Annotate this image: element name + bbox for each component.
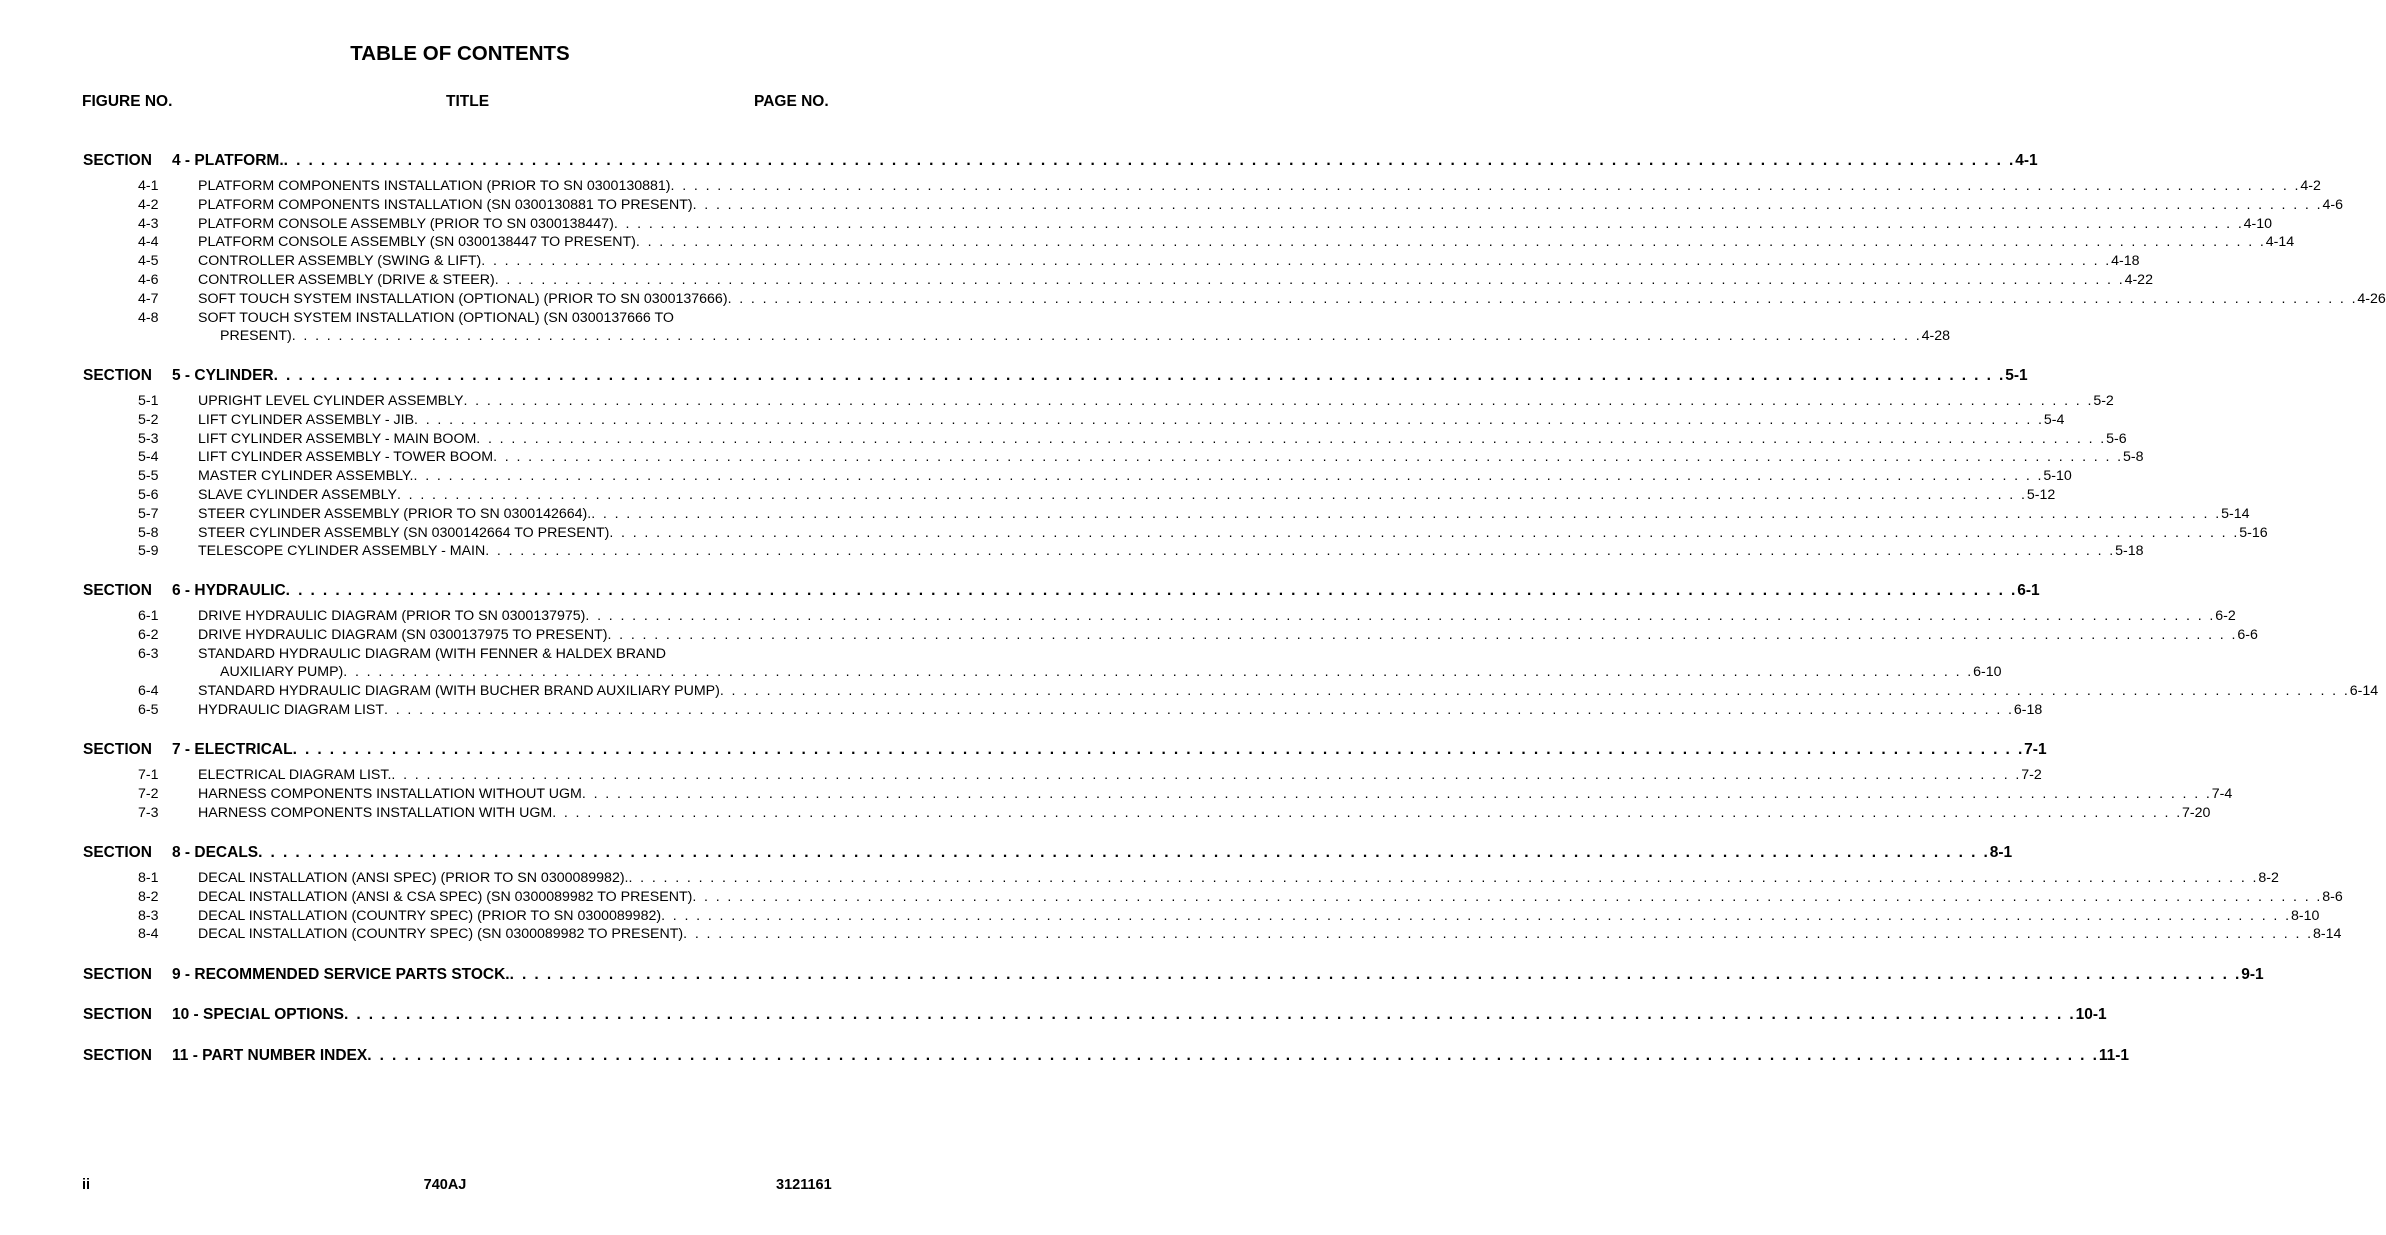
entry-title: DECAL INSTALLATION (ANSI SPEC) (PRIOR TO SN 0300089982). — [198, 870, 629, 886]
toc-entry[interactable] — [138, 626, 2258, 645]
entry-title: DECAL INSTALLATION (COUNTRY SPEC) (PRIOR TO SN 0300089982) — [198, 907, 662, 924]
section-title: 6 - HYDRAULIC — [172, 582, 286, 599]
dot-leader: . . . . . . . . . . . . . . . . . . . . . . . . . . . . . . . . . . . . . . . . . . . . . . . . . . . . . . . . . . . . . . . . . . . . . . . . . . . . . . . . . . . . . . . . . . . . . . . . . . . . . . . . . . . . . . . . . . . . . . . . . . . . . . . . . . . . . . . . . . . . — [591, 505, 2222, 522]
dot-leader: . . . . . . . . . . . . . . . . . . . . . . . . . . . . . . . . . . . . . . . . . . . . . . . . . . . . . . . . . . . . . . . . . . . . . . . . . . . . . . . . . . . . . . . . . . . . . . . . . . . . . . . . . . . . . . . . . . . . . . . . . . . . . . . . . . . . . . . . . . . . — [367, 1047, 2099, 1064]
figure-number: 6-5 — [138, 702, 159, 718]
entry-page-number: 5-12 — [2026, 487, 2056, 503]
dot-leader: . . . . . . . . . . . . . . . . . . . . . . . . . . . . . . . . . . . . . . . . . . . . . . . . . . . . . . . . . . . . . . . . . . . . . . . . . . . . . . . . . . . . . . . . . . . . . . . . . . . . . . . . . . . . . . . . . . . . . . . . . . . . . . . . . . . . . . . . . . . . — [283, 152, 2016, 169]
dot-leader: . . . . . . . . . . . . . . . . . . . . . . . . . . . . . . . . . . . . . . . . . . . . . . . . . . . . . . . . . . . . . . . . . . . . . . . . . . . . . . . . . . . . . . . . . . . . . . . . . . . . . . . . . . . . . . . . . . . . . . . . . . . . . . . . . . . . . . . . . . . . — [414, 411, 2044, 428]
entry-page-number: 4-10 — [2243, 215, 2273, 232]
section-leader-line — [172, 1006, 2107, 1024]
figure-number: 4-2 — [138, 196, 159, 213]
dot-leader: . . . . . . . . . . . . . . . . . . . . . . . . . . . . . . . . . . . . . . . . . . . . . . . . . . . . . . . . . . . . . . . . . . . . . . . . . . . . . . . . . . . . . . . . . . . . . . . . . . . . . . . . . . . . . . . . . . . . . . . . . . . . . . . . . . . . . . . . . . . . — [291, 328, 1922, 345]
figure-number: 8-3 — [138, 907, 159, 924]
footer-page-number: ii — [82, 1177, 91, 1193]
entry-page-number: 5-6 — [2106, 430, 2127, 447]
section-title: 5 - CYLINDER — [172, 367, 274, 384]
dot-leader: . . . . . . . . . . . . . . . . . . . . . . . . . . . . . . . . . . . . . . . . . . . . . . . . . . . . . . . . . . . . . . . . . . . . . . . . . . . . . . . . . . . . . . . . . . . . . . . . . . . . . . . . . . . . . . . . . . . . . . . . . . . . . . . . . . . . . . . . . . . . — [485, 543, 2116, 560]
entry-title: TELESCOPE CYLINDER ASSEMBLY - MAIN — [198, 543, 486, 560]
entry-page-number: 5-4 — [2043, 411, 2065, 428]
section-title: 7 - ELECTRICAL — [172, 741, 293, 758]
dot-leader: . . . . . . . . . . . . . . . . . . . . . . . . . . . . . . . . . . . . . . . . . . . . . . . . . . . . . . . . . . . . . . . . . . . . . . . . . . . . . . . . . . . . . . . . . . . . . . . . . . . . . . . . . . . . . . . . . . . . . . . . . . . . . . . . . . . . . . . . . . . . — [628, 870, 2259, 886]
toc-entry[interactable] — [138, 646, 815, 664]
figure-number: 4-1 — [138, 178, 159, 194]
dot-leader: . . . . . . . . . . . . . . . . . . . . . . . . . . . . . . . . . . . . . . . . . . . . . . . . . . . . . . . . . . . . . . . . . . . . . . . . . . . . . . . . . . . . . . . . . . . . . . . . . . . . . . . . . . . . . . . . . . . . . . . . . . . . . . . . . . . . . . . . . . . . — [292, 741, 2025, 758]
toc-entry[interactable] — [138, 487, 2056, 505]
toc-section-heading[interactable] — [83, 582, 2040, 602]
figure-number: 4-8 — [138, 309, 159, 326]
section-title: 8 - DECALS — [172, 844, 259, 861]
dot-leader: . . . . . . . . . . . . . . . . . . . . . . . . . . . . . . . . . . . . . . . . . . . . . . . . . . . . . . . . . . . . . . . . . . . . . . . . . . . . . . . . . . . . . . . . . . . . . . . . . . . . . . . . . . . . . . . . . . . . . . . . . . . . . . . . . . . . . . . . . . . . — [494, 272, 2125, 288]
toc-entry[interactable] — [138, 310, 815, 328]
entry-leader-line — [198, 196, 2343, 213]
toc-entry[interactable] — [138, 234, 2295, 252]
section-leader-line — [172, 367, 2028, 385]
entry-title: DECAL INSTALLATION (ANSI & CSA SPEC) (SN 0300089982 TO PRESENT) — [198, 888, 693, 905]
figure-number: 4-7 — [138, 290, 159, 307]
entry-page-number: 6-18 — [2013, 702, 2043, 718]
dot-leader: . . . . . . . . . . . . . . . . . . . . . . . . . . . . . . . . . . . . . . . . . . . . . . . . . . . . . . . . . . . . . . . . . . . . . . . . . . . . . . . . . . . . . . . . . . . . . . . . . . . . . . . . . . . . . . . . . . . . . . . . . . . . . . . . . . . . . . . . . . . . — [343, 664, 1974, 681]
entry-title: HARNESS COMPONENTS INSTALLATION WITH UGM — [198, 804, 553, 821]
toc-section-heading[interactable] — [83, 152, 2038, 172]
entry-title: LIFT CYLINDER ASSEMBLY - JIB — [198, 411, 415, 428]
toc-entry[interactable] — [138, 430, 2127, 449]
figure-number: 5-1 — [138, 393, 159, 409]
entry-leader-line — [198, 907, 2320, 924]
entry-page-number: 6-6 — [2237, 626, 2258, 643]
dot-leader: . . . . . . . . . . . . . . . . . . . . . . . . . . . . . . . . . . . . . . . . . . . . . . . . . . . . . . . . . . . . . . . . . . . . . . . . . . . . . . . . . . . . . . . . . . . . . . . . . . . . . . . . . . . . . . . . . . . . . . . . . . . . . . . . . . . . . . . . . . . . — [413, 468, 2044, 485]
entry-page-number: 5-14 — [2221, 505, 2250, 522]
dot-leader: . . . . . . . . . . . . . . . . . . . . . . . . . . . . . . . . . . . . . . . . . . . . . . . . . . . . . . . . . . . . . . . . . . . . . . . . . . . . . . . . . . . . . . . . . . . . . . . . . . . . . . . . . . . . . . . . . . . . . . . . . . . . . . . . . . . . . . . . . . . . — [692, 888, 2323, 905]
section-leader-line — [172, 966, 2264, 984]
section-leader-line — [172, 582, 2040, 600]
toc-entry[interactable] — [138, 253, 2140, 271]
dot-leader: . . . . . . . . . . . . . . . . . . . . . . . . . . . . . . . . . . . . . . . . . . . . . . . . . . . . . . . . . . . . . . . . . . . . . . . . . . . . . . . . . . . . . . . . . . . . . . . . . . . . . . . . . . . . . . . . . . . . . . . . . . . . . . . . . . . . . . . . . . . . — [613, 215, 2244, 232]
toc-entry[interactable] — [138, 907, 2320, 926]
section-label: SECTION — [83, 1006, 152, 1023]
dot-leader: . . . . . . . . . . . . . . . . . . . . . . . . . . . . . . . . . . . . . . . . . . . . . . . . . . . . . . . . . . . . . . . . . . . . . . . . . . . . . . . . . . . . . . . . . . . . . . . . . . . . . . . . . . . . . . . . . . . . . . . . . . . . . . . . . . . . . . . . . . . . — [391, 767, 2022, 783]
section-leader-line — [172, 741, 2047, 759]
entry-page-number: 4-2 — [2300, 178, 2321, 194]
dot-leader: . . . . . . . . . . . . . . . . . . . . . . . . . . . . . . . . . . . . . . . . . . . . . . . . . . . . . . . . . . . . . . . . . . . . . . . . . . . . . . . . . . . . . . . . . . . . . . . . . . . . . . . . . . . . . . . . . . . . . . . . . . . . . . . . . . . . . . . . . . . . — [493, 449, 2123, 466]
entry-page-number: 5-18 — [2115, 543, 2144, 560]
entry-page-number: 5-2 — [2093, 393, 2114, 409]
entry-page-number: 6-14 — [2349, 683, 2379, 700]
section-title: 9 - RECOMMENDED SERVICE PARTS STOCK. — [172, 966, 510, 983]
entry-title: PLATFORM COMPONENTS INSTALLATION (SN 0300130881 TO PRESENT) — [198, 196, 693, 213]
figure-number: 4-5 — [138, 253, 159, 270]
entry-title: ELECTRICAL DIAGRAM LIST. — [198, 767, 392, 783]
toc-entry[interactable] — [138, 411, 2065, 430]
section-page-number: 8-1 — [1989, 844, 2013, 861]
toc-entry[interactable] — [138, 888, 2343, 907]
toc-section-heading[interactable] — [83, 1006, 2107, 1026]
dot-leader: . . . . . . . . . . . . . . . . . . . . . . . . . . . . . . . . . . . . . . . . . . . . . . . . . . . . . . . . . . . . . . . . . . . . . . . . . . . . . . . . . . . . . . . . . . . . . . . . . . . . . . . . . . . . . . . . . . . . . . . . . . . . . . . . . . . . . . . . . . . . — [509, 966, 2242, 983]
entry-page-number: 4-6 — [2322, 196, 2343, 213]
entry-leader-line — [198, 290, 2386, 307]
section-page-number: 11-1 — [2098, 1047, 2129, 1064]
section-label: SECTION — [83, 582, 152, 599]
dot-leader: . . . . . . . . . . . . . . . . . . . . . . . . . . . . . . . . . . . . . . . . . . . . . . . . . . . . . . . . . . . . . . . . . . . . . . . . . . . . . . . . . . . . . . . . . . . . . . . . . . . . . . . . . . . . . . . . . . . . . . . . . . . . . . . . . . . . . . . . . . . . — [476, 430, 2107, 447]
figure-number: 5-2 — [138, 411, 159, 428]
entry-leader-line — [198, 767, 2042, 783]
entry-page-number: 4-18 — [2111, 253, 2140, 270]
entry-title: HARNESS COMPONENTS INSTALLATION WITHOUT UGM — [198, 785, 582, 802]
dot-leader: . . . . . . . . . . . . . . . . . . . . . . . . . . . . . . . . . . . . . . . . . . . . . . . . . . . . . . . . . . . . . . . . . . . . . . . . . . . . . . . . . . . . . . . . . . . . . . . . . . . . . . . . . . . . . . . . . . . . . . . . . . . . . . . . . . . . . . . . . . . . — [607, 626, 2238, 643]
dot-leader: . . . . . . . . . . . . . . . . . . . . . . . . . . . . . . . . . . . . . . . . . . . . . . . . . . . . . . . . . . . . . . . . . . . . . . . . . . . . . . . . . . . . . . . . . . . . . . . . . . . . . . . . . . . . . . . . . . . . . . . . . . . . . . . . . . . . . . . . . . . . — [692, 196, 2323, 213]
section-page-number: 10-1 — [2075, 1006, 2107, 1023]
entry-leader-line — [198, 608, 2236, 624]
toc-entry[interactable] — [138, 608, 2236, 626]
entry-title-continuation: AUXILIARY PUMP) — [220, 664, 344, 681]
entry-leader-line — [198, 411, 2065, 428]
entry-page-number: 5-8 — [2122, 449, 2144, 466]
dot-leader: . . . . . . . . . . . . . . . . . . . . . . . . . . . . . . . . . . . . . . . . . . . . . . . . . . . . . . . . . . . . . . . . . . . . . . . . . . . . . . . . . . . . . . . . . . . . . . . . . . . . . . . . . . . . . . . . . . . . . . . . . . . . . . . . . . . . . . . . . . . . — [585, 608, 2216, 624]
toc-entry[interactable] — [138, 393, 2114, 411]
dot-leader: . . . . . . . . . . . . . . . . . . . . . . . . . . . . . . . . . . . . . . . . . . . . . . . . . . . . . . . . . . . . . . . . . . . . . . . . . . . . . . . . . . . . . . . . . . . . . . . . . . . . . . . . . . . . . . . . . . . . . . . . . . . . . . . . . . . . . . . . . . . . — [273, 367, 2006, 384]
entry-leader-line — [198, 234, 2295, 251]
figure-number: 5-3 — [138, 430, 159, 447]
entry-leader-line — [220, 328, 1950, 345]
entry-page-number: 7-2 — [2021, 767, 2042, 783]
figure-number: 7-1 — [138, 767, 159, 783]
dot-leader: . . . . . . . . . . . . . . . . . . . . . . . . . . . . . . . . . . . . . . . . . . . . . . . . . . . . . . . . . . . . . . . . . . . . . . . . . . . . . . . . . . . . . . . . . . . . . . . . . . . . . . . . . . . . . . . . . . . . . . . . . . . . . . . . . . . . . . . . . . . . — [552, 804, 2183, 821]
section-page-number: 7-1 — [2024, 741, 2047, 758]
entry-page-number: 5-10 — [2043, 468, 2072, 485]
toc-entry[interactable] — [138, 178, 2321, 196]
toc-entry[interactable] — [138, 804, 2211, 823]
dot-leader: . . . . . . . . . . . . . . . . . . . . . . . . . . . . . . . . . . . . . . . . . . . . . . . . . . . . . . . . . . . . . . . . . . . . . . . . . . . . . . . . . . . . . . . . . . . . . . . . . . . . . . . . . . . . . . . . . . . . . . . . . . . . . . . . . . . . . . . . . . . . — [463, 393, 2094, 409]
footer-model: 740AJ — [423, 1177, 467, 1193]
dot-leader: . . . . . . . . . . . . . . . . . . . . . . . . . . . . . . . . . . . . . . . . . . . . . . . . . . . . . . . . . . . . . . . . . . . . . . . . . . . . . . . . . . . . . . . . . . . . . . . . . . . . . . . . . . . . . . . . . . . . . . . . . . . . . . . . . . . . . . . . . . . . — [635, 234, 2266, 251]
toc-entry[interactable] — [138, 683, 2379, 701]
figure-number: 8-2 — [138, 888, 159, 905]
entry-leader-line — [198, 785, 2233, 802]
toc-section-heading[interactable] — [83, 741, 2047, 761]
section-leader-line — [172, 844, 2013, 862]
toc-entry[interactable] — [138, 702, 2043, 720]
entry-page-number: 8-10 — [2290, 907, 2320, 924]
section-label: SECTION — [83, 844, 152, 861]
entry-page-number: 7-20 — [2182, 804, 2211, 821]
entry-leader-line — [198, 683, 2379, 700]
toc-entry[interactable] — [138, 785, 2233, 804]
toc-entry[interactable] — [138, 767, 2042, 785]
toc-entry[interactable] — [138, 870, 2279, 888]
toc-entry-continuation[interactable] — [138, 664, 2002, 682]
figure-number: 5-4 — [138, 449, 159, 466]
entry-leader-line — [198, 449, 2144, 466]
figure-number: 5-6 — [138, 487, 159, 503]
section-label: SECTION — [83, 1047, 152, 1064]
entry-page-number: 6-2 — [2215, 608, 2236, 624]
entry-title: STEER CYLINDER ASSEMBLY (SN 0300142664 TO PRESENT) — [198, 524, 610, 541]
entry-leader-line — [198, 926, 2342, 943]
entry-leader-line — [198, 804, 2211, 821]
dot-leader: . . . . . . . . . . . . . . . . . . . . . . . . . . . . . . . . . . . . . . . . . . . . . . . . . . . . . . . . . . . . . . . . . . . . . . . . . . . . . . . . . . . . . . . . . . . . . . . . . . . . . . . . . . . . . . . . . . . . . . . . . . . . . . . . . . . . . . . . . . . . — [670, 178, 2301, 194]
section-label: SECTION — [83, 966, 152, 983]
entry-title: DRIVE HYDRAULIC DIAGRAM (PRIOR TO SN 0300137975) — [198, 608, 586, 624]
entry-title: LIFT CYLINDER ASSEMBLY - TOWER BOOM — [198, 449, 494, 466]
entry-page-number: 4-14 — [2265, 234, 2295, 251]
toc-entry[interactable] — [138, 272, 2153, 290]
entry-title: PLATFORM CONSOLE ASSEMBLY (PRIOR TO SN 0300138447) — [198, 215, 614, 232]
entry-leader-line — [198, 487, 2056, 503]
entry-page-number: 8-2 — [2258, 870, 2279, 886]
figure-number: 7-2 — [138, 785, 159, 802]
entry-leader-line — [198, 870, 2279, 886]
column-header-title: TITLE — [446, 93, 490, 110]
entry-title: SLAVE CYLINDER ASSEMBLY — [198, 487, 397, 503]
dot-leader: . . . . . . . . . . . . . . . . . . . . . . . . . . . . . . . . . . . . . . . . . . . . . . . . . . . . . . . . . . . . . . . . . . . . . . . . . . . . . . . . . . . . . . . . . . . . . . . . . . . . . . . . . . . . . . . . . . . . . . . . . . . . . . . . . . . . . . . . . . . . — [581, 785, 2212, 802]
dot-leader: . . . . . . . . . . . . . . . . . . . . . . . . . . . . . . . . . . . . . . . . . . . . . . . . . . . . . . . . . . . . . . . . . . . . . . . . . . . . . . . . . . . . . . . . . . . . . . . . . . . . . . . . . . . . . . . . . . . . . . . . . . . . . . . . . . . . . . . . . . . . — [258, 844, 1990, 861]
entry-leader-line — [198, 215, 2273, 232]
dot-leader: . . . . . . . . . . . . . . . . . . . . . . . . . . . . . . . . . . . . . . . . . . . . . . . . . . . . . . . . . . . . . . . . . . . . . . . . . . . . . . . . . . . . . . . . . . . . . . . . . . . . . . . . . . . . . . . . . . . . . . . . . . . . . . . . . . . . . . . . . . . . — [719, 683, 2350, 700]
dot-leader: . . . . . . . . . . . . . . . . . . . . . . . . . . . . . . . . . . . . . . . . . . . . . . . . . . . . . . . . . . . . . . . . . . . . . . . . . . . . . . . . . . . . . . . . . . . . . . . . . . . . . . . . . . . . . . . . . . . . . . . . . . . . . . . . . . . . . . . . . . . . — [396, 487, 2027, 503]
entry-page-number: 7-4 — [2211, 785, 2233, 802]
section-title: 10 - SPECIAL OPTIONS — [172, 1006, 344, 1023]
section-leader-line — [172, 152, 2038, 170]
entry-title-continuation: PRESENT) — [220, 328, 292, 345]
figure-number: 6-2 — [138, 626, 159, 643]
figure-number: 6-4 — [138, 683, 159, 700]
entry-title: DECAL INSTALLATION (COUNTRY SPEC) (SN 0300089982 TO PRESENT) — [198, 926, 684, 943]
toc-entry[interactable] — [138, 449, 2144, 467]
entry-title: DRIVE HYDRAULIC DIAGRAM (SN 0300137975 TO PRESENT) — [198, 626, 608, 643]
section-title: 11 - PART NUMBER INDEX — [172, 1047, 368, 1064]
section-label: SECTION — [83, 152, 152, 169]
entry-page-number: 4-28 — [1921, 328, 1950, 345]
section-title: 4 - PLATFORM. — [172, 152, 284, 169]
figure-number: 7-3 — [138, 804, 159, 821]
dot-leader: . . . . . . . . . . . . . . . . . . . . . . . . . . . . . . . . . . . . . . . . . . . . . . . . . . . . . . . . . . . . . . . . . . . . . . . . . . . . . . . . . . . . . . . . . . . . . . . . . . . . . . . . . . . . . . . . . . . . . . . . . . . . . . . . . . . . . . . . . . . . — [285, 582, 2018, 599]
entry-leader-line — [198, 505, 2250, 522]
figure-number: 5-9 — [138, 543, 159, 560]
entry-leader-line — [198, 253, 2140, 270]
entry-page-number: 6-10 — [1973, 664, 2002, 681]
entry-title: STANDARD HYDRAULIC DIAGRAM (WITH BUCHER BRAND AUXILIARY PUMP) — [198, 683, 720, 700]
entry-title: SOFT TOUCH SYSTEM INSTALLATION (OPTIONAL) (PRIOR TO SN 0300137666) — [198, 290, 728, 307]
section-page-number: 5-1 — [2005, 367, 2028, 384]
toc-section-heading[interactable] — [83, 844, 2013, 864]
toc-entry[interactable] — [138, 926, 2342, 944]
toc-entry[interactable] — [138, 215, 2273, 234]
column-header-figure-no: FIGURE NO. — [82, 93, 173, 110]
entry-page-number: 5-16 — [2239, 524, 2268, 541]
section-page-number: 4-1 — [2015, 152, 2038, 169]
entry-title: UPRIGHT LEVEL CYLINDER ASSEMBLY — [198, 393, 464, 409]
section-label: SECTION — [83, 741, 152, 758]
figure-number: 5-5 — [138, 468, 159, 485]
toc-entry[interactable] — [138, 196, 2343, 215]
section-page-number: 9-1 — [2241, 966, 2264, 983]
entry-leader-line — [198, 702, 2043, 718]
toc-entry[interactable] — [138, 290, 2386, 309]
entry-title: CONTROLLER ASSEMBLY (DRIVE & STEER) — [198, 272, 495, 288]
entry-leader-line — [198, 626, 2258, 643]
section-leader-line — [172, 1047, 2129, 1065]
entry-title: CONTROLLER ASSEMBLY (SWING & LIFT) — [198, 253, 482, 270]
figure-number: 6-1 — [138, 608, 159, 624]
entry-leader-line — [220, 664, 2002, 681]
entry-page-number: 4-22 — [2124, 272, 2153, 288]
entry-title: PLATFORM CONSOLE ASSEMBLY (SN 0300138447 TO PRESENT) — [198, 234, 636, 251]
footer-document-number: 3121161 — [776, 1177, 832, 1193]
toc-section-heading[interactable] — [83, 367, 2028, 387]
entry-leader-line — [198, 543, 2144, 560]
figure-number: 5-7 — [138, 505, 159, 522]
dot-leader: . . . . . . . . . . . . . . . . . . . . . . . . . . . . . . . . . . . . . . . . . . . . . . . . . . . . . . . . . . . . . . . . . . . . . . . . . . . . . . . . . . . . . . . . . . . . . . . . . . . . . . . . . . . . . . . . . . . . . . . . . . . . . . . . . . . . . . . . . . . . — [727, 290, 2358, 307]
figure-number: 6-3 — [138, 645, 159, 662]
section-label: SECTION — [83, 367, 152, 384]
figure-number: 5-8 — [138, 524, 159, 541]
entry-title: MASTER CYLINDER ASSEMBLY. — [198, 468, 414, 485]
figure-number: 8-4 — [138, 926, 159, 943]
figure-number: 4-6 — [138, 272, 159, 288]
entry-page-number: 8-6 — [2322, 888, 2343, 905]
dot-leader: . . . . . . . . . . . . . . . . . . . . . . . . . . . . . . . . . . . . . . . . . . . . . . . . . . . . . . . . . . . . . . . . . . . . . . . . . . . . . . . . . . . . . . . . . . . . . . . . . . . . . . . . . . . . . . . . . . . . . . . . . . . . . . . . . . . . . . . . . . . . — [384, 702, 2014, 718]
figure-number: 4-4 — [138, 234, 159, 251]
entry-leader-line — [198, 272, 2153, 288]
entry-title: STEER CYLINDER ASSEMBLY (PRIOR TO SN 0300142664). — [198, 505, 592, 522]
toc-entry[interactable] — [138, 468, 2072, 486]
entry-leader-line — [198, 393, 2114, 409]
entry-title: HYDRAULIC DIAGRAM LIST — [198, 702, 385, 718]
entry-title: PLATFORM COMPONENTS INSTALLATION (PRIOR TO SN 0300130881) — [198, 178, 671, 194]
toc-entry[interactable] — [138, 524, 2268, 543]
dot-leader: . . . . . . . . . . . . . . . . . . . . . . . . . . . . . . . . . . . . . . . . . . . . . . . . . . . . . . . . . . . . . . . . . . . . . . . . . . . . . . . . . . . . . . . . . . . . . . . . . . . . . . . . . . . . . . . . . . . . . . . . . . . . . . . . . . . . . . . . . . . . — [343, 1006, 2076, 1023]
toc-entry[interactable] — [138, 543, 2144, 561]
toc-section-heading[interactable] — [83, 1047, 2129, 1067]
entry-title: STANDARD HYDRAULIC DIAGRAM (WITH FENNER & HALDEX BRAND — [198, 645, 666, 662]
section-page-number: 6-1 — [2017, 582, 2040, 599]
page-title: TABLE OF CONTENTS — [350, 42, 570, 65]
dot-leader: . . . . . . . . . . . . . . . . . . . . . . . . . . . . . . . . . . . . . . . . . . . . . . . . . . . . . . . . . . . . . . . . . . . . . . . . . . . . . . . . . . . . . . . . . . . . . . . . . . . . . . . . . . . . . . . . . . . . . . . . . . . . . . . . . . . . . . . . . . . . — [481, 253, 2112, 270]
entry-leader-line — [198, 430, 2127, 447]
toc-entry[interactable] — [138, 505, 2250, 524]
entry-title: LIFT CYLINDER ASSEMBLY - MAIN BOOM — [198, 430, 477, 447]
entry-leader-line — [198, 468, 2072, 485]
entry-title: SOFT TOUCH SYSTEM INSTALLATION (OPTIONAL) (SN 0300137666 TO — [198, 309, 674, 326]
column-header-page-no: PAGE NO. — [754, 93, 829, 110]
entry-leader-line — [198, 178, 2321, 194]
figure-number: 4-3 — [138, 215, 159, 232]
entry-leader-line — [198, 524, 2268, 541]
dot-leader: . . . . . . . . . . . . . . . . . . . . . . . . . . . . . . . . . . . . . . . . . . . . . . . . . . . . . . . . . . . . . . . . . . . . . . . . . . . . . . . . . . . . . . . . . . . . . . . . . . . . . . . . . . . . . . . . . . . . . . . . . . . . . . . . . . . . . . . . . . . . — [609, 524, 2240, 541]
toc-entry-continuation[interactable] — [138, 328, 1950, 346]
toc-section-heading[interactable] — [83, 966, 2264, 986]
dot-leader: . . . . . . . . . . . . . . . . . . . . . . . . . . . . . . . . . . . . . . . . . . . . . . . . . . . . . . . . . . . . . . . . . . . . . . . . . . . . . . . . . . . . . . . . . . . . . . . . . . . . . . . . . . . . . . . . . . . . . . . . . . . . . . . . . . . . . . . . . . . . — [661, 907, 2291, 924]
entry-leader-line — [198, 888, 2343, 905]
dot-leader: . . . . . . . . . . . . . . . . . . . . . . . . . . . . . . . . . . . . . . . . . . . . . . . . . . . . . . . . . . . . . . . . . . . . . . . . . . . . . . . . . . . . . . . . . . . . . . . . . . . . . . . . . . . . . . . . . . . . . . . . . . . . . . . . . . . . . . . . . . . . — [683, 926, 2314, 943]
entry-page-number: 4-26 — [2357, 290, 2386, 307]
figure-number: 8-1 — [138, 870, 159, 886]
entry-page-number: 8-14 — [2313, 926, 2342, 943]
